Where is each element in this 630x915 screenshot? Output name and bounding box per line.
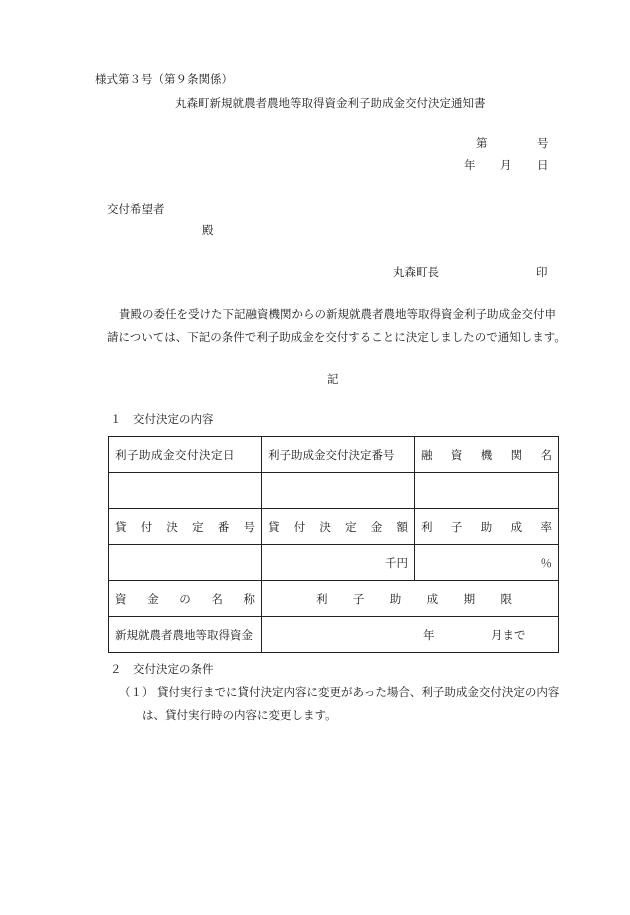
loan-amount-value[interactable] — [262, 545, 415, 581]
doc-number-suffix: 号 — [537, 136, 549, 150]
condition-line-2: は、貸付実行時の内容に変更します。 — [142, 708, 337, 722]
section-2-heading: ２ 交付決定の条件 — [110, 662, 214, 676]
label-char: 決 — [319, 519, 331, 534]
header-decision-number: 利子助成金交付決定番号 — [262, 437, 415, 473]
table-row — [109, 437, 559, 473]
table-row — [109, 617, 559, 653]
fund-name-value: 新規就農者農地等取得資金 — [109, 617, 262, 653]
condition-number: （１） — [119, 685, 154, 699]
label-char: 額 — [396, 519, 408, 534]
unit-percent: ％ — [540, 555, 552, 570]
date-day: 日 — [537, 158, 549, 172]
label-char: 名 — [540, 447, 552, 462]
label-char: 付 — [293, 519, 306, 534]
label-char: 利 — [421, 519, 433, 534]
label-char: 資 — [450, 447, 463, 462]
recipient-label: 交付希望者 — [107, 202, 165, 216]
issuer-name: 丸森町長 — [393, 265, 439, 279]
seal-mark: 印 — [536, 265, 548, 279]
condition-line-1: 貸付実行までに貸付決定内容に変更があった場合、利子助成金交付決定の内容 — [157, 685, 560, 699]
label-char: 称 — [243, 591, 255, 606]
label-char: 関 — [510, 447, 523, 462]
header-subsidy-period — [262, 581, 559, 617]
label-char: 成 — [510, 519, 523, 534]
loan-number-value[interactable] — [109, 545, 262, 581]
label-char: 助 — [389, 591, 402, 606]
justified-label — [421, 447, 552, 463]
justified-label — [115, 519, 255, 535]
label-char: の — [179, 591, 191, 606]
header-decision-date: 利子助成金交付決定日 — [109, 437, 262, 473]
table-row — [109, 581, 559, 617]
label-char: 貸 — [115, 519, 127, 534]
form-label: 様式第３号（第９条関係） — [95, 72, 233, 86]
honorific: 殿 — [202, 223, 214, 237]
label-char: 率 — [540, 519, 552, 534]
label-char: 金 — [147, 591, 159, 606]
table-row — [109, 473, 559, 509]
subsidy-period-value[interactable] — [262, 617, 559, 653]
justified-label — [268, 591, 552, 607]
financial-institution-value[interactable] — [415, 473, 559, 509]
decision-number-value[interactable] — [262, 473, 415, 509]
document-title: 丸森町新規就農者農地等取得資金利子助成金交付決定通知書 — [175, 96, 486, 110]
subsidy-rate-value[interactable] — [415, 545, 559, 581]
label-char: 子 — [352, 591, 365, 606]
ki-heading: 記 — [327, 372, 339, 386]
period-year: 年 — [423, 628, 435, 642]
label-char: 定 — [345, 519, 357, 534]
period-month: 月まで — [491, 628, 526, 642]
label-char: 金 — [370, 519, 383, 534]
justified-label — [268, 519, 408, 535]
label-char: 期 — [463, 591, 476, 606]
grant-decision-table — [108, 436, 559, 653]
body-line-2: 請については、下記の条件で利子助成金を交付することに決定しましたので通知します。 — [107, 330, 566, 344]
doc-number-prefix: 第 — [476, 136, 488, 150]
decision-date-value[interactable] — [109, 473, 262, 509]
body-line-1: 貴殿の委任を受けた下記融資機関からの新規就農者農地等取得資金利子助成金交付申 — [119, 307, 556, 321]
justified-label — [421, 519, 552, 535]
table-row — [109, 509, 559, 545]
label-char: 子 — [450, 519, 463, 534]
label-char: 限 — [500, 591, 512, 606]
label-char: 融 — [421, 447, 433, 462]
label-char: 決 — [166, 519, 178, 534]
label-char: 利 — [316, 591, 328, 606]
label-char: 付 — [140, 519, 153, 534]
header-subsidy-rate — [415, 509, 559, 545]
label-char: 成 — [426, 591, 439, 606]
date-month: 月 — [500, 158, 512, 172]
label-char: 資 — [115, 591, 127, 606]
label-char: 号 — [243, 519, 255, 534]
header-loan-number — [109, 509, 262, 545]
label-char: 番 — [217, 519, 230, 534]
label-char: 名 — [211, 591, 223, 606]
justified-label — [115, 591, 255, 607]
header-financial-institution — [415, 437, 559, 473]
label-char: 助 — [480, 519, 493, 534]
label-char: 貸 — [268, 519, 280, 534]
header-fund-name — [109, 581, 262, 617]
label-char: 定 — [192, 519, 204, 534]
section-1-heading: １ 交付決定の内容 — [110, 412, 214, 426]
label-char: 機 — [480, 447, 493, 462]
unit-thousand-yen: 千円 — [385, 555, 408, 570]
header-loan-amount — [262, 509, 415, 545]
date-year: 年 — [464, 158, 476, 172]
table-row — [109, 545, 559, 581]
